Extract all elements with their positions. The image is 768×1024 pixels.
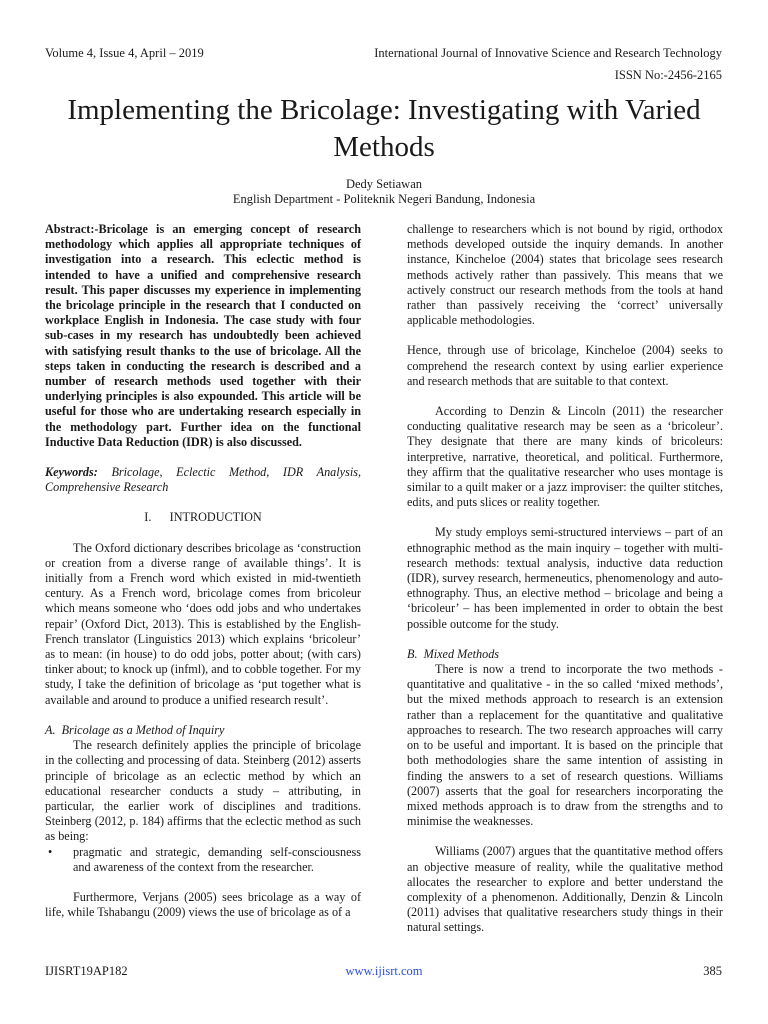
journal-name: International Journal of Innovative Science and Research Technology <box>374 46 722 60</box>
subsection-heading-b: B. Mixed Methods <box>407 646 500 661</box>
right-paragraph-5: Williams (2007) argues that the quantitative method offers an objective measure of reality, while the qualitative method allocates the researcher to explore and better understand the complexity of a phenomenon. Additionally, Denzin & Lincoln (2011) advises that qualitative researchers study things in their natural settings. <box>407 844 723 935</box>
website-link[interactable]: www.ijisrt.com <box>345 964 423 978</box>
keywords-label: Keywords: <box>45 465 98 480</box>
right-column <box>407 222 723 936</box>
bullet-text: pragmatic and strategic, demanding self-consciousness and awareness of the context from the researcher. <box>73 844 361 874</box>
bullet-item <box>45 845 361 875</box>
issn: ISSN No:-2456-2165 <box>614 68 722 82</box>
paper-title: Implementing the Bricolage: Investigating with Varied Methods <box>67 94 701 163</box>
section-heading-introduction: I. INTRODUCTION <box>144 510 262 525</box>
right-paragraph-3: According to Denzin & Lincoln (2011) the researcher conducting qualitative research may be seen as a ‘bricoleur’. They designate that there are many kinds of bricoleurs: interpretive, narrative, theoretical, and political. Furthermore, they affirm that the qualitative researcher who uses montage is similar to a quilt maker or a jazz improviser: the quilter stitches, edits, and puts slices or reality together. <box>407 404 723 510</box>
author-name: Dedy Setiawan <box>345 177 423 191</box>
paper-id: IJISRT19AP182 <box>45 964 128 978</box>
right-paragraph-1: challenge to researchers which is not bound by rigid, orthodox methods developed outside the inquiry demands. In another instance, Kincheloe (2004) states that bricolage sees research methods actively rather than passively. This means that we actively construct our research methods from the tools at hand rather than passively receiving the ‘correct’ universally applicable methodologies. <box>407 222 723 328</box>
right-paragraph-4: My study employs semi-structured interviews – part of an ethnographic method as the main inquiry – together with multi-research methods: textual analysis, inductive data reduction (IDR), survey research, hermeneutics, phenomenology and auto-ethnography. Thus, an elective method – bricolage and being a ‘bricoleur’ – has been implemented in order to obtain the best possible outcome for the study. <box>407 525 723 631</box>
subsection-a-paragraph: The research definitely applies the principle of bricolage in the collecting and processing of data. Steinberg (2012) asserts principle of bricolage as an eclectic method by which an educational researcher conducts a study – attributing, in particular, the earlier work of disciplines and traditions. Steinberg (2012, p. 184) affirms that the eclectic method as such as being: <box>45 738 361 844</box>
final-paragraph-left: Furthermore, Verjans (2005) sees bricolage as a way of life, while Tshabangu (2009) views the use of bricolage as of a <box>45 889 361 920</box>
subsection-heading-a: A. Bricolage as a Method of Inquiry <box>45 722 225 737</box>
volume-info: Volume 4, Issue 4, April – 2019 <box>45 46 204 60</box>
keywords-list: Bricolage, Eclectic Method, IDR Analysis, Comprehensive Research <box>45 465 361 495</box>
left-column <box>45 222 361 920</box>
right-paragraph-2: Hence, through use of bricolage, Kincheloe (2004) seeks to comprehend the research context by using earlier experience and research methods that are suitable to that context. <box>407 343 723 388</box>
keywords <box>45 465 361 495</box>
bullet-icon: • <box>48 844 53 859</box>
author-block <box>0 177 768 207</box>
author-affiliation: English Department - Politeknik Negeri Bandung, Indonesia <box>232 192 536 206</box>
page-number: 385 <box>703 964 722 978</box>
abstract: Abstract:-Bricolage is an emerging concept of research methodology which applies all appropriate techniques of investigation into a research. This eclectic method is intended to have a unified and comprehensive research result. This paper discusses my experience in implementing the bricolage principle in the research that I conducted on workplace English in Indonesia. The case study with four sub-cases in my research has undoubtedly been achieved with satisfying result thanks to the use of bricolage. All the steps taken in conducting the research is described and a number of research methods used together with their underlying principles is also expounded. This article will be useful for those who are undertaking research especially in the methodology part. Further idea on the functional Inductive Data Reduction (IDR) is also discussed. <box>45 222 361 449</box>
intro-paragraph: The Oxford dictionary describes bricolage as ‘construction or creation from a diverse range of available things’. It is initially from a French word which existed in mid-twentieth century. As a French word, bricolage comes from bricoleur which means someone who ‘does odd jobs and who undertakes repair’ (Oxford Dict, 2013). This is established by the English-French translator (Linguistics 2013) which explains ‘bricoleur’ as to mean: (in house) to do odd jobs, potter about; (with cars) tinker about; to knock up (infml), and to cobble together. For my study, I take the definition of bricolage as ‘put together what is available and around to produce a unified research result’. <box>45 540 361 707</box>
subsection-b-paragraph: There is now a trend to incorporate the two methods - quantitative and qualitative - in the so called ‘mixed methods’, but the mixed methods approach to research is an extension rather than a replacement for the quantitative and qualitative approaches to research. The two research approaches will carry on to be useful and important. It is based on the principle that both methodologies share the same intention of assisting in finding the answers to a set of research questions. Williams (2007) asserts that the goal for researchers incorporating the mixed methods approach is to draw from the strengths and to minimise the weaknesses. <box>407 662 723 829</box>
